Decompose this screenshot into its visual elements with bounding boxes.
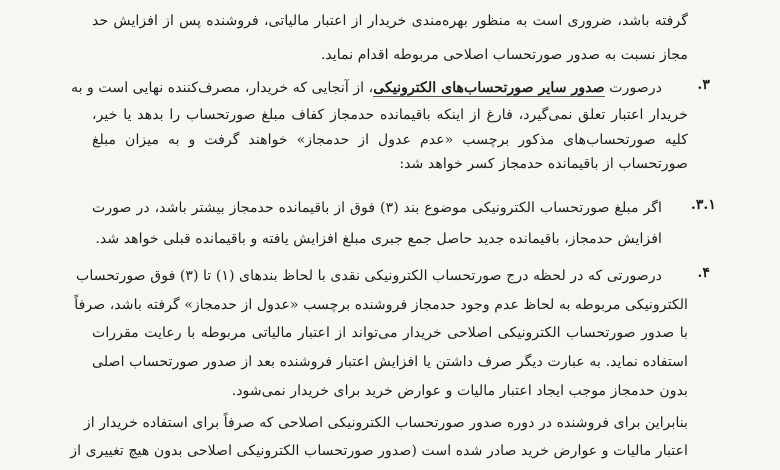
item-number-3-1: ۳.۱. [690,197,716,213]
paragraph-line: استفاده نماید. به عبارت دیگر صرف داشتن یا افزایش اعتبار فروشنده بعد از صدور صورتحساب اصلی [92,354,688,370]
paragraph-line: خریدار اعتبار تعلق نمی‌گیرد، فارغ از اینکه باقیمانده حدمجاز کفاف مبلغ صورتحساب را بدهد یا خیر، [92,107,688,123]
paragraph-line: گرفته باشد، ضروری است به منظور بهره‌مندی خریدار از اعتبار مالیاتی، فروشنده پس از افزایش حد [92,13,688,29]
item-3-rest: ، از آنجایی که خریدار، مصرف‌کننده نهایی است و به [70,80,374,96]
item-3-first-line [70,77,662,99]
item-3-heading: صدور سایر صورتحساب‌های الکترونیکی [373,80,605,96]
item-3-lead: درصورت [604,80,662,96]
paragraph-line: اعتبار مالیات و عوارض خرید صادر شده است (صدور صورتحساب الکترونیکی اصلاحی بدون هیچ تغییری از [70,443,688,459]
paragraph-line: افزایش حدمجاز، باقیمانده جدید حاصل جمع جبری مبلغ افزایش یافته و باقیمانده قبلی خواهد شد. [95,231,662,247]
item-number-4: ۴. [697,265,710,281]
paragraph-line: بدون حدمجاز موجب ایجاد اعتبار مالیات و عوارض خرید برای خریدار نمی‌شود. [231,383,688,399]
item-number-3: ۳. [697,77,710,93]
paragraph-line: کلیه صورتحساب‌های مذکور برچسب «عدم عدول از حدمجاز» خواهند گرفت و به میزان مبلغ [92,132,688,148]
paragraph-line: بنابراین برای فروشنده در دوره صدور صورتحساب الکترونیکی اصلاحی که صرفاً برای استفاده خریدار از [83,415,688,431]
paragraph-line: صورتحساب از باقیمانده حدمجاز کسر خواهد شد: [399,156,688,172]
paragraph-line: با صدور صورتحساب الکترونیکی اصلاحی خریدار می‌تواند از اعتبار مالیاتی مربوطه با رعایت مقررات [92,325,688,341]
paragraph-line: درصورتی که در لحظه درج صورتحساب الکترونیکی نقدی با لحاظ بندهای (۱) تا (۳) فوق صورتحساب [76,268,662,284]
paragraph-line: اگر مبلغ صورتحساب الکترونیکی موضوع بند (۳) فوق از باقیمانده حدمجاز بیشتر باشد، در صورت [92,200,662,216]
paragraph-line: مجاز نسبت به صدور صورتحساب اصلاحی مربوطه اقدام نماید. [320,47,688,63]
paragraph-line: الکترونیکی مربوطه به لحاظ عدم وجود حدمجاز فروشنده برچسب «عدول از حدمجاز» گرفته باشد، صرفاً [74,297,688,313]
